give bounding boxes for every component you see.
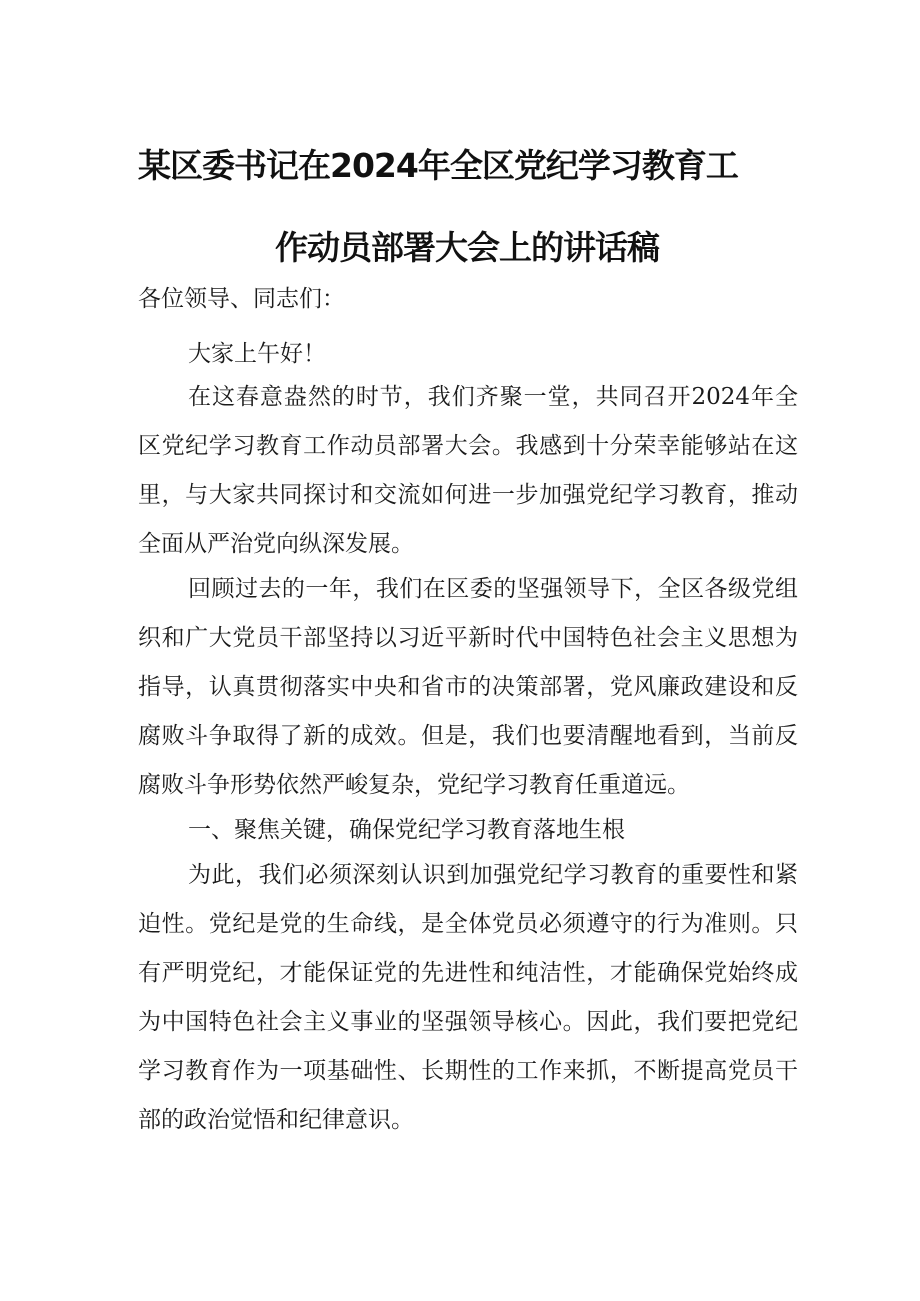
review-paragraph: 回顾过去的一年，我们在区委的坚强领导下，全区各级党组织和广大党员干部坚持以习近平新时代中国特色社会主义思想为指导，认真贯彻落实中央和省市的决策部署，党风廉政建设和反腐败斗争取得了新的成效。但是，我们也要清醒地看到，当前反腐败斗争形势依然严峻复杂，党纪学习教育任重道远。 bbox=[138, 576, 798, 798]
greeting-paragraph: 大家上午好！ bbox=[188, 341, 326, 367]
opening-paragraph: 在这春意盎然的时节，我们齐聚一堂，共同召开2024年全区党纪学习教育工作动员部署大会。我感到十分荣幸能够站在这里，与大家共同探讨和交流如何进一步加强党纪学习教育，推动全面从严治党向纵深发展。 bbox=[138, 384, 798, 557]
section-1-paragraph: 为此，我们必须深刻认识到加强党纪学习教育的重要性和紧迫性。党纪是党的生命线，是全体党员必须遵守的行为准则。只有严明党纪，才能保证党的先进性和纯洁性，才能确保党始终成为中国特色社会主义事业的坚强领导核心。因此，我们要把党纪学习教育作为一项基础性、长期性的工作来抓，不断提高党员干部的政治觉悟和纪律意识。 bbox=[138, 862, 798, 1133]
section-heading-1: 一、聚焦关键，确保党纪学习教育落地生根 bbox=[188, 817, 625, 843]
document-title-line-2: 作动员部署大会上的讲话稿 bbox=[275, 228, 659, 267]
salutation: 各位领导、同志们： bbox=[138, 286, 345, 312]
document-title-line-1: 某区委书记在2024年全区党纪学习教育工 bbox=[138, 146, 738, 185]
